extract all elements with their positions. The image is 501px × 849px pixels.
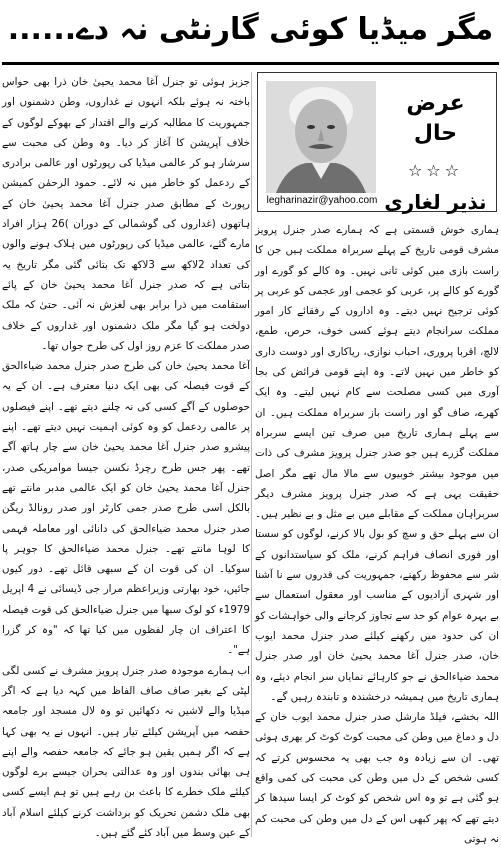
author-name: نذیر لغاری bbox=[384, 190, 487, 214]
paragraph: اب ہمارے موجودہ صدر جنرل پرویز مشرف نے کسی لگی لپٹی کے بغیر صاف صاف الفاظ میں کہہ دیا ہے کہ اگر میڈیا والے لاشیں نہ دکھائیں تو وہ لال مسجد اور جامعہ حفصہ میں آپریشن کیلئے تیار ہیں۔ انہوں نے یہ بھی کہا ہے کہ اگر ہمیں یقین ہو جائے کہ جامعہ حفصہ والے اپنے ہی بھائی بندوں اور وہ عدالتی بحران جیسے برے لوگوں کیلئے ملک خطرے کا باعث بن رہے ہیں تو ہم ایسے کسی بھی ملک دشمن تحریک کو برداشت کرنے کیلئے اسلام آباد کے عین وسط میں آباد کئے گئے ہیں۔ bbox=[2, 664, 250, 839]
paragraph: آغا محمد یحییٰ خان کی طرح صدر جنرل محمد ضیاءالحق کے قوت فیصلہ کی بھی ایک دنیا معترف ہے۔ ان کے یہ حوصلوں کے آگے کسی کی نہ چلنے دیتے تھے۔ اپنے فیصلوں پر عالمی ردعمل کو وہ کوئی اہمیت نہیں دیتے تھے۔ اپنے پیشرو صدر جنرل آغا محمد یحییٰ خان سے چار ہاتھ آگے تھے۔ پھر جس طرح رچرڈ نکسن جیسا موامریکی صدر، جنرل آغا محمد یحییٰ خان کو ایک عالمی مدبر مانتے تھے بالکل اسی طرح صدر جمی کارٹر اور صدر رونالڈ ریگن صدر جنرل محمد ضیاءالحق کی دانائی اور معاملہ فہمی کا لوہا مانتے تھے۔ جنرل محمد ضیاءالحق کا جوہر پا سوکیا۔ ان کی قوت ان کے سبھی قائل تھے۔ دور کیوں جائیں، خود بھارتی وزیراعظم مرار جی ڈیسائی نے 4 اپریل 1979ء کو لوک سبھا میں جنرل ضیاءالحق کی قوت فیصلہ کا اعتراف ان چار لفظوں میں کیا تھا کہ "وہ کر گزرا ہے"۔ bbox=[1, 360, 250, 657]
author-photo bbox=[266, 81, 376, 193]
paragraph: ہماری خوش قسمتی ہے کہ ہمارے صدر جنرل پرویز مشرف قومی تاریخ کے پہلے سربراہ مملکت ہیں جن کا راست بازی میں کوئی ثانی نہیں۔ وہ کالے کو گورے اور گورے کو کالے پر، عربی کو عجمی اور عجمی کو عربی پر کوئی ترجیح نہیں دیتے۔ وہ اداروں کے رفقائے کار امور مملکت سرانجام دیتے ہوئے کسی خوف، حرص، طمع، لالچ، اقربا پروری، احباب نوازی، ریاکاری اور دوست داری کو خاطر میں نہیں لاتے۔ وہ اپنے قومی فرائض کی بجا آوری میں کسی مصلحت سے کام نہیں لیتے۔ وہ ایک کھرے، صاف گو اور راست باز سربراہ مملکت ہیں۔ ان سے پہلے ہماری تاریخ میں صرف تین ایسے سربراہ مملکت گزرے ہیں جو صدر جنرل پرویز مشرف کی ذات میں موجود بیشتر خوبیوں سے مالا مال تھے مگر اصل حقیقت یہی ہے کہ صدر جنرل پرویز مشرف دیگر سربراہان مملکت کے مقابلے میں بے مثل و بے نظیر ہیں۔ ان سے پہلے حق و سچ کو بول بالا کرنے، لوگوں کو سستا اور فوری انصاف فراہم کرنے، ملک کو سیاستدانوں کے شر سے محفوظ رکھنے، جمہوریت کی قدروں سے نا آشنا اور شہری آزادیوں کے مناسب اور معقول استعمال سے بے بہرہ عوام کو حد سے تجاوز کرجانے والی خواہشات کو ان کی حدود میں رکھنے کیلئے صدر جنرل محمد ایوب خان، صدر جنرل آغا محمد یحییٰ خان اور صدر جنرل محمد ضیاءالحق نے جو کارہائے نمایاں سر انجام دیئے، وہ ہماری تاریخ میں ہمیشہ درخشندہ و تابندہ رہیں گے۔ bbox=[255, 224, 499, 703]
byline-box bbox=[257, 72, 497, 212]
right-column bbox=[255, 72, 499, 845]
right-column-text bbox=[255, 220, 499, 849]
byline-title-block bbox=[383, 89, 488, 214]
paragraph: جزبز ہوئی تو جنرل آغا محمد یحییٰ خان ذرا بھی حواس باختہ نہ ہوئے بلکہ انہوں نے غداروں، وطن دشمنوں اور جمہوریت کا مطالبہ کرنے والے اقتدار کے بھوکے لوگوں کے خلاف آپریشن کا آغاز کر دیا۔ وہ وطن کی محبت سے سرشار ہو کر عالمی میڈیا کی رپورٹوں اور عالمی برادری کے ردعمل کو خاطر میں نہ لائے۔ حمود الرحمٰن کمیشن رپورٹ کے مطابق صدر جنرل آغا محمد یحییٰ خان کے ہاتھوں (غداروں کی گوشمالی کے دوران )26 ہزار افراد مارے گئے، عالمی میڈیا کی رپورٹوں میں ہلاک ہونے والوں کی تعداد 2لاکھ سے 3لاکھ تک بتائی گئی مگر تاریخ یہ بتاتی ہے کہ صدر جنرل آغا محمد یحییٰ خان کے پائے استقامت میں ذرا برابر بھی لغزش نہ آئی۔ حتیٰ کہ ملک دولخت ہو گیا مگر ملک دشمنوں اور غداروں کے خلاف صدر مملکت کا عزم روز اول کی طرح جواں تھا۔ bbox=[2, 76, 251, 352]
stars-decoration: ☆☆☆ bbox=[407, 161, 464, 180]
left-column-text bbox=[2, 72, 250, 843]
headline-text: مگر میڈیا کوئی گارنٹی نہ دے...... bbox=[7, 11, 494, 47]
headline-rule bbox=[2, 62, 499, 65]
paragraph: اللہ بخشے، فیلڈ مارشل صدر جنرل محمد ایوب خان کے دل و دماغ میں وطن کی محبت کوٹ کوٹ کر بھری ہوئی تھی۔ ان سے زیادہ وہ جب بھی یہ محسوس کرتے کہ کسی شخص کے دل میں وطن کی محبت کی کمی واقع ہو گئی ہے تو وہ اس شخص کو کوٹ کر ایسا سیدھا کر دیتے تھے کہ پھر کبھی اس کے دل میں وطن کی محبت کم نہ ہوتی bbox=[255, 711, 499, 845]
author-email: legharinazir@yahoo.com bbox=[266, 195, 378, 206]
column-divider bbox=[251, 72, 252, 837]
left-column bbox=[2, 72, 250, 837]
column-name: عرض حال bbox=[406, 91, 465, 146]
headline bbox=[2, 4, 499, 54]
